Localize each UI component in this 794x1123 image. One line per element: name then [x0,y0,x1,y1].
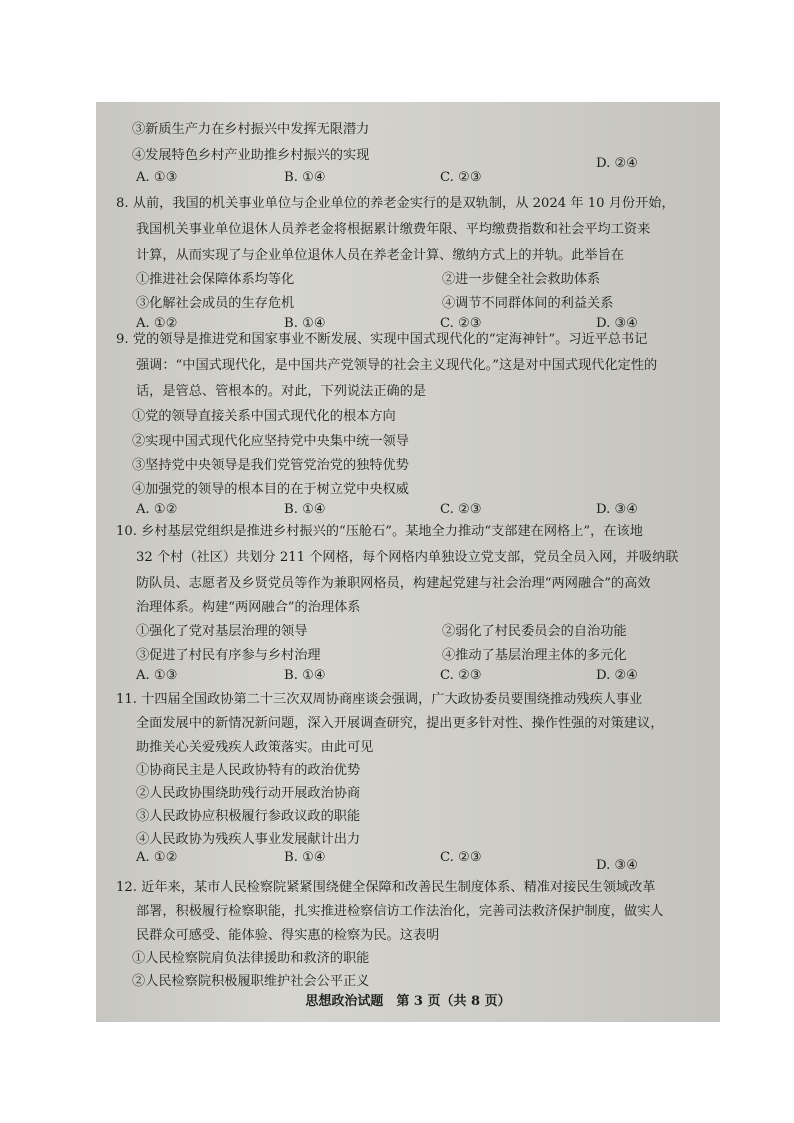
question-9-stem: 强调：“中国式现代化，是中国共产党领导的社会主义现代化。”这是对中国式现代化定性的 [136,358,658,373]
option-b: B. ①④ [284,170,326,185]
option-c: C. ②③ [440,850,482,865]
option-b: B. ①④ [284,502,326,517]
statement-3: ③人民政协应积极履行参政议政的职能 [136,809,361,824]
statement-2: ②人民政协围绕助残行动开展政治协商 [136,786,361,801]
statement-4: ④发展特色乡村产业助推乡村振兴的实现 [132,148,370,163]
question-11-stem: 全面发展中的新情况新问题，深入开展调查研究，提出更多针对性、操作性强的对策建议， [136,716,664,731]
statement-3: ③坚持党中央领导是我们党管党治党的独特优势 [132,458,409,473]
statement-3: ③化解社会成员的生存危机 [136,296,295,311]
answer-options [96,850,720,873]
option-c: C. ②③ [440,668,482,683]
question-10-stem: 治理体系。构建“两网融合”的治理体系 [136,600,361,615]
statement-row [96,644,720,664]
answer-options [96,668,720,688]
question-10-stem: 32 个村（社区）共划分 211 个网格，每个网格内单独设立党支部，党员全员入网，并吸纳联 [136,550,679,565]
statement-1: ①人民检察院肩负法律援助和救济的职能 [132,951,370,966]
option-d: D. ②④ [596,156,639,171]
statement-2: ②进一步健全社会救助体系 [442,272,601,287]
statement-2: ②实现中国式现代化应坚持党中央集中统一领导 [132,434,409,449]
option-d: D. ②④ [596,668,639,683]
statement-4: ④加强党的领导的根本目的在于树立党中央权威 [132,482,409,497]
question-8-stem: 计算，从而实现了与企业单位退休人员在养老金计算、缴纳方式上的并轨。此举旨在 [136,248,624,263]
option-d: D. ③④ [596,502,639,517]
statement-2: ②弱化了村民委员会的自治功能 [442,624,627,639]
statement-1: ①强化了党对基层治理的领导 [136,624,308,639]
option-a: A. ①② [136,850,178,865]
question-8-stem: 8. 从前，我国的机关事业单位与企业单位的养老金实行的是双轨制，从 2024 年 10 月份开始， [116,196,675,211]
statement-row [96,292,720,312]
question-10-stem: 10. 乡村基层党组织是推进乡村振兴的“压舱石”。某地全力推动“支部建在网格上”，在该地 [116,524,643,539]
question-10-stem: 防队员、志愿者及乡贤党员等作为兼职网格员，构建起党建与社会治理“两网融合”的高效 [136,576,651,591]
question-12-stem: 12. 近年来，某市人民检察院紧紧围绕健全保障和改善民生制度体系、精准对接民生领域改革 [116,880,656,895]
option-a: A. ①③ [136,170,178,185]
page-footer: 思想政治试题 第 3 页（共 8 页） [305,994,511,1009]
statement-1: ①协商民主是人民政协特有的政治优势 [136,763,361,778]
statement-3: ③新质生产力在乡村振兴中发挥无限潜力 [132,122,370,137]
question-11-stem: 助推关心关爱残疾人政策落实。由此可见 [136,740,374,755]
question-8-stem: 我国机关事业单位退休人员养老金将根据累计缴费年限、平均缴费指数和社会平均工资来 [136,222,651,237]
answer-options [96,156,720,190]
statement-3: ③促进了村民有序参与乡村治理 [136,648,321,663]
statement-1: ①推进社会保障体系均等化 [136,272,295,287]
option-a: A. ①③ [136,668,178,683]
option-d: D. ③④ [596,858,639,873]
statement-1: ①党的领导直接关系中国式现代化的根本方向 [132,409,396,424]
option-c: C. ②③ [440,170,482,185]
statement-2: ②人民检察院积极履职维护社会公平正义 [132,974,370,989]
option-a: A. ①② [136,316,178,331]
question-11-stem: 11. 十四届全国政协第二十三次双周协商座谈会强调，广大政协委员要围绕推动残疾人事业 [116,692,643,707]
question-9-stem: 9. 党的领导是推进党和国家事业不断发展、实现中国式现代化的“定海神针”。习近平总书记 [116,332,648,347]
question-12-stem: 民群众可感受、能体验、得实惠的检察为民。这表明 [136,928,440,943]
option-c: C. ②③ [440,316,482,331]
statement-row [96,620,720,640]
answer-options [96,502,720,522]
question-9-stem: 话，是管总、管根本的。对此，下列说法正确的是 [136,384,427,399]
option-d: D. ③④ [596,316,639,331]
statement-4: ④人民政协为残疾人事业发展献计出力 [136,832,361,847]
option-b: B. ①④ [284,668,326,683]
option-a: A. ①② [136,502,178,517]
statement-4: ④调节不同群体间的利益关系 [442,296,614,311]
option-b: B. ①④ [284,316,326,331]
option-c: C. ②③ [440,502,482,517]
question-12-stem: 部署，积极履行检察职能，扎实推进检察信访工作法治化，完善司法救济保护制度，做实人 [136,904,664,919]
statement-row [96,268,720,288]
statement-4: ④推动了基层治理主体的多元化 [442,648,627,663]
option-b: B. ①④ [284,850,326,865]
exam-page [96,102,720,1022]
